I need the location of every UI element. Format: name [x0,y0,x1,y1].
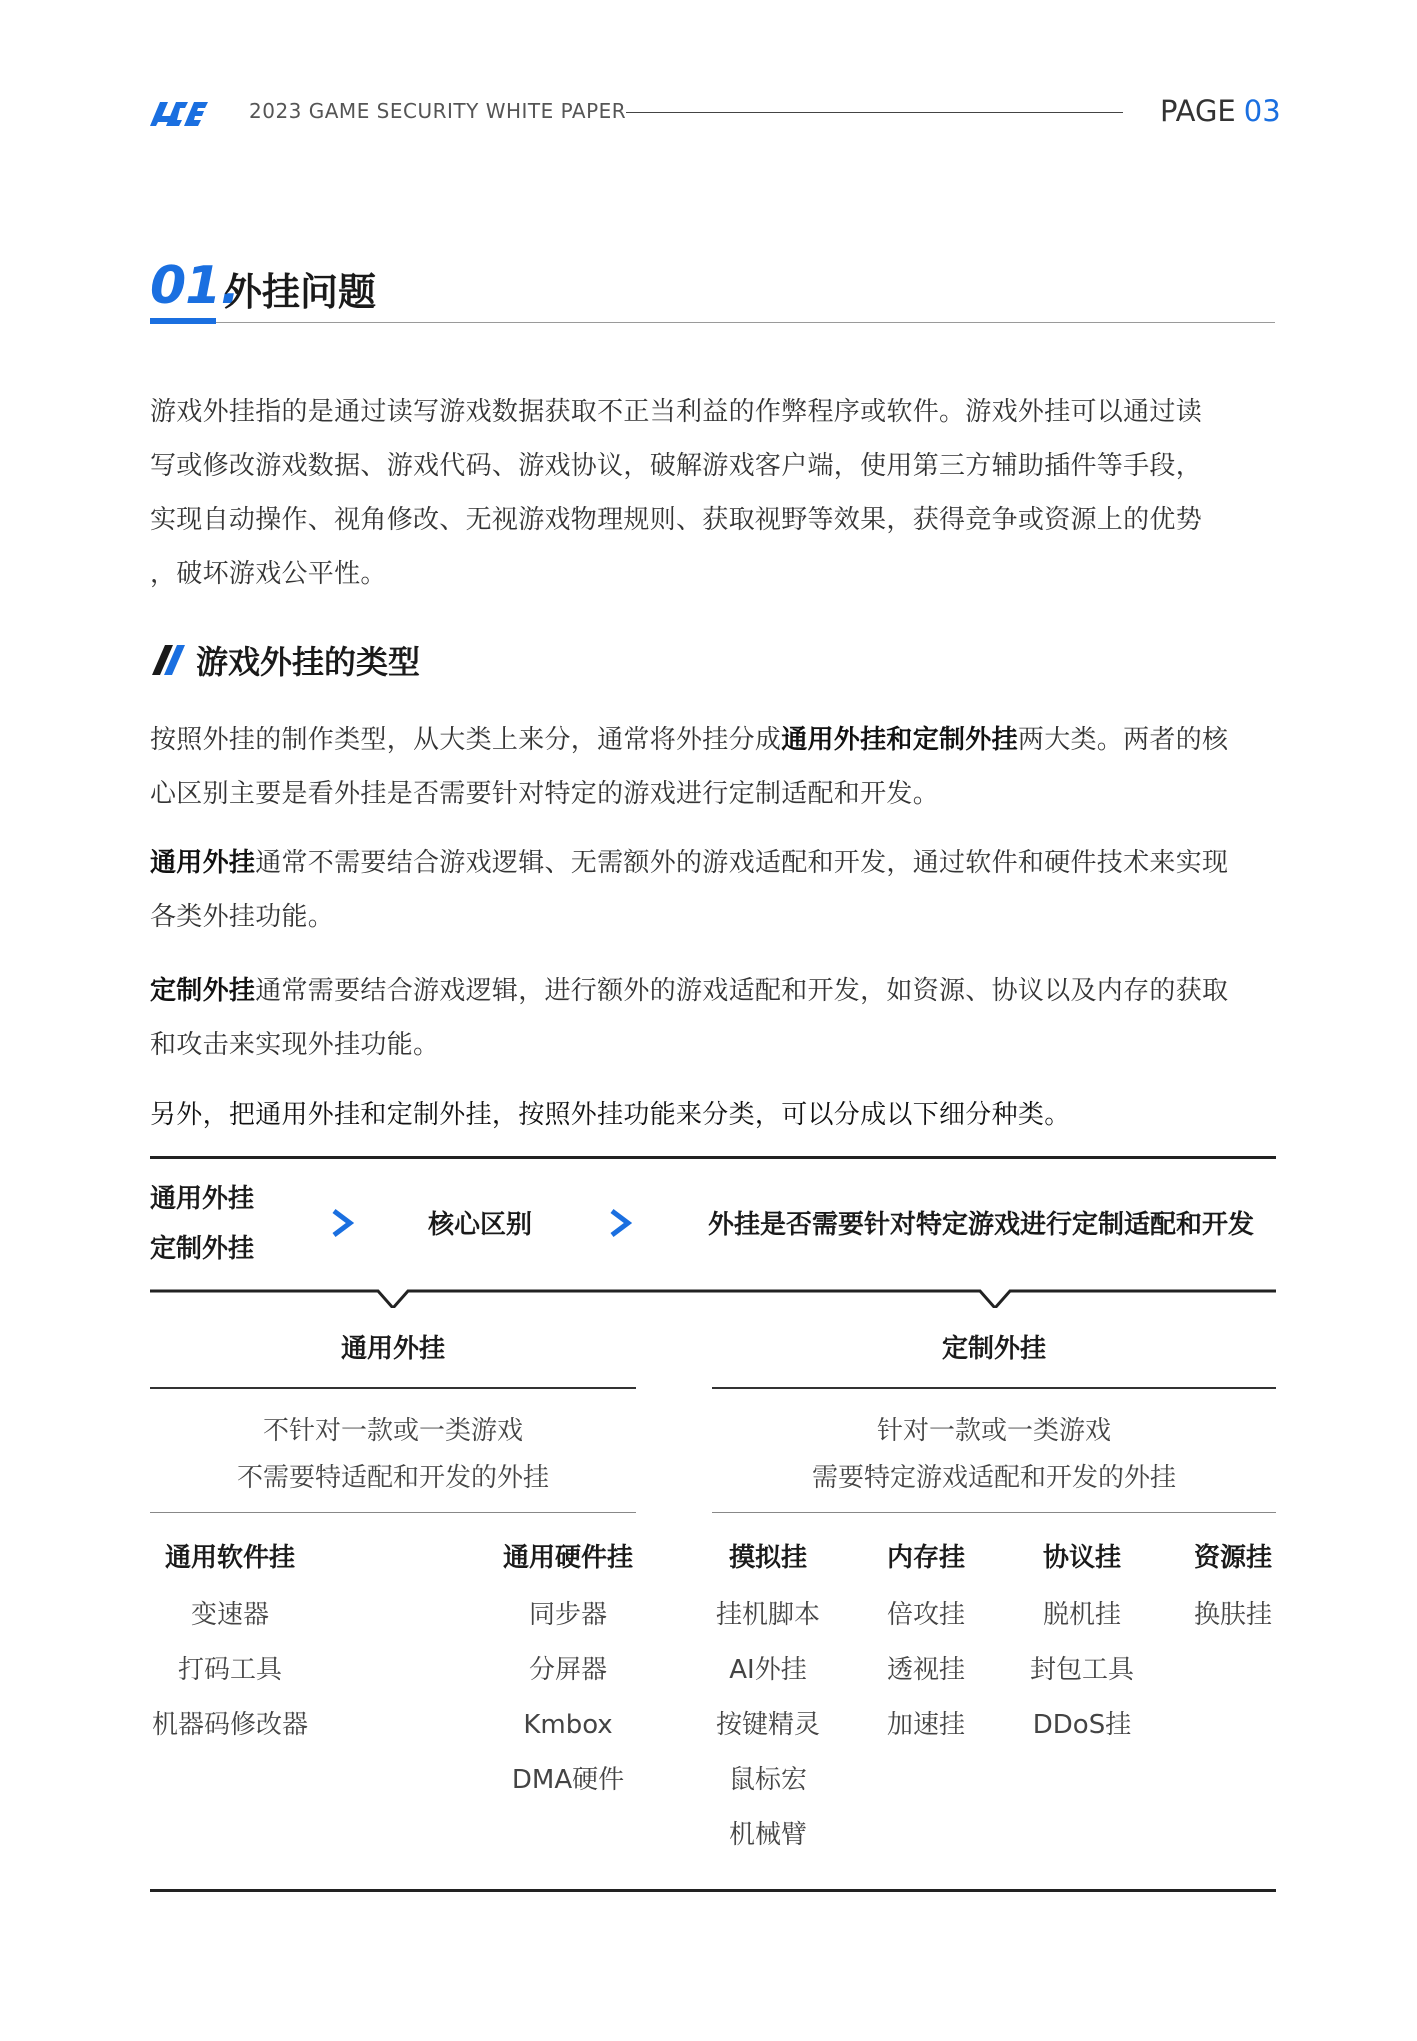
p1-text: 按照外挂的制作类型，从大类上来分，通常将外挂分成 [150,725,782,755]
custom-desc-line: 需要特定游戏适配和开发的外挂 [811,1463,1176,1493]
general-desc-line: 不需要特适配和开发的外挂 [236,1463,549,1493]
category-item: DMA硬件 [511,1765,625,1795]
category-item: 分屏器 [528,1655,607,1685]
table-top-label-general: 通用外挂 [150,1184,255,1214]
p3-text: 通常需要结合游戏逻辑，进行额外的游戏适配和开发，如资源、协议以及内存的获取 [255,976,1229,1006]
category-column-resource [1178,1538,1288,1643]
category-item: AI外挂 [729,1655,807,1685]
header-rule [626,112,1123,113]
document-title: 2023 GAME SECURITY WHITE PAPER [249,99,627,123]
category-column-memory [856,1538,996,1753]
subsection-title: 游戏外挂的类型 [196,643,421,681]
core-difference-label: 核心区别 [428,1210,533,1240]
paragraph-classification: 另外，把通用外挂和定制外挂，按照外挂功能来分类，可以分成以下细分种类。 [150,1100,1071,1130]
ace-logo [150,100,208,126]
chevron-right-icon [608,1208,632,1238]
category-item: 封包工具 [1029,1655,1134,1685]
p2-text: 通常不需要结合游戏逻辑、无需额外的游戏适配和开发，通过软件和硬件技术来实现 [255,848,1229,878]
general-group-title: 通用外挂 [340,1334,445,1364]
paragraph-custom [150,964,1276,1072]
page-number: 03 [1243,94,1281,128]
category-item: Kmbox [523,1710,613,1740]
category-item: 倍攻挂 [886,1600,965,1630]
category-item: 变速器 [190,1600,269,1630]
category-item: 透视挂 [886,1655,965,1685]
category-header: 协议挂 [1042,1543,1121,1573]
section-rule-accent [150,318,216,324]
category-header: 通用软件挂 [164,1543,295,1573]
p1-bold: 通用外挂和定制外挂 [781,725,1018,755]
table-split-rule [150,1282,1276,1308]
category-item: 同步器 [528,1600,607,1630]
general-desc-rule [150,1512,636,1513]
intro-line: 实现自动操作、视角修改、无视游戏物理规则、获取视野等效果，获得竞争或资源上的优势 [150,505,1203,535]
table-top-label-custom: 定制外挂 [150,1234,255,1264]
category-item: 按键精灵 [715,1710,820,1740]
category-item: 挂机脚本 [715,1600,820,1630]
custom-group-title: 定制外挂 [941,1334,1046,1364]
table-bottom-rule [150,1889,1276,1892]
intro-paragraph [150,385,1276,601]
general-desc-line: 不针对一款或一类游戏 [262,1416,523,1446]
category-column-simulation [698,1538,838,1863]
page-label: PAGE [1160,94,1236,128]
table-top-rule [150,1156,1276,1159]
intro-line: ，破坏游戏公平性。 [150,559,387,589]
category-item: 换肤挂 [1193,1600,1272,1630]
page-indicator [1160,94,1281,128]
category-column-general-software [150,1538,310,1753]
core-difference-value: 外挂是否需要针对特定游戏进行定制适配和开发 [708,1210,1255,1240]
category-item: 加速挂 [886,1710,965,1740]
section-rule [150,322,1275,323]
p2-bold: 通用外挂 [150,848,256,878]
intro-line: 游戏外挂指的是通过读写游戏数据获取不正当利益的作弊程序或软件。游戏外挂可以通过读 [150,397,1203,427]
p3-line2: 和攻击来实现外挂功能。 [150,1030,440,1060]
custom-description [712,1408,1276,1502]
category-item: DDoS挂 [1032,1710,1132,1740]
category-column-general-hardware [488,1538,648,1808]
chevron-right-icon [330,1208,354,1238]
category-header: 摸拟挂 [728,1543,807,1573]
category-column-protocol [1012,1538,1152,1753]
category-header: 通用硬件挂 [502,1543,633,1573]
category-header: 内存挂 [886,1543,965,1573]
section-number: 01. [150,256,240,316]
paragraph-types [150,713,1276,821]
custom-desc-line: 针对一款或一类游戏 [876,1416,1111,1446]
category-item: 机械臂 [728,1820,807,1850]
section-title: 外挂问题 [224,270,377,314]
category-item: 打码工具 [177,1655,282,1685]
p3-bold: 定制外挂 [150,976,256,1006]
category-item: 鼠标宏 [728,1765,807,1795]
intro-line: 写或修改游戏数据、游戏代码、游戏协议，破解游戏客户端，使用第三方辅助插件等手段， [150,451,1203,481]
custom-desc-rule [712,1512,1276,1513]
category-item: 脱机挂 [1042,1600,1121,1630]
p1-text-end: 两大类。两者的核 [1017,725,1229,755]
paragraph-general [150,836,1276,944]
general-title-rule [150,1387,636,1389]
category-header: 资源挂 [1193,1543,1272,1573]
category-item: 机器码修改器 [151,1710,308,1740]
general-description [150,1408,636,1502]
p2-line2: 各类外挂功能。 [150,902,335,932]
custom-title-rule [712,1387,1276,1389]
slash-marker-icon [152,645,186,675]
p1-line2: 心区别主要是看外挂是否需要针对特定的游戏进行定制适配和开发。 [150,779,940,809]
